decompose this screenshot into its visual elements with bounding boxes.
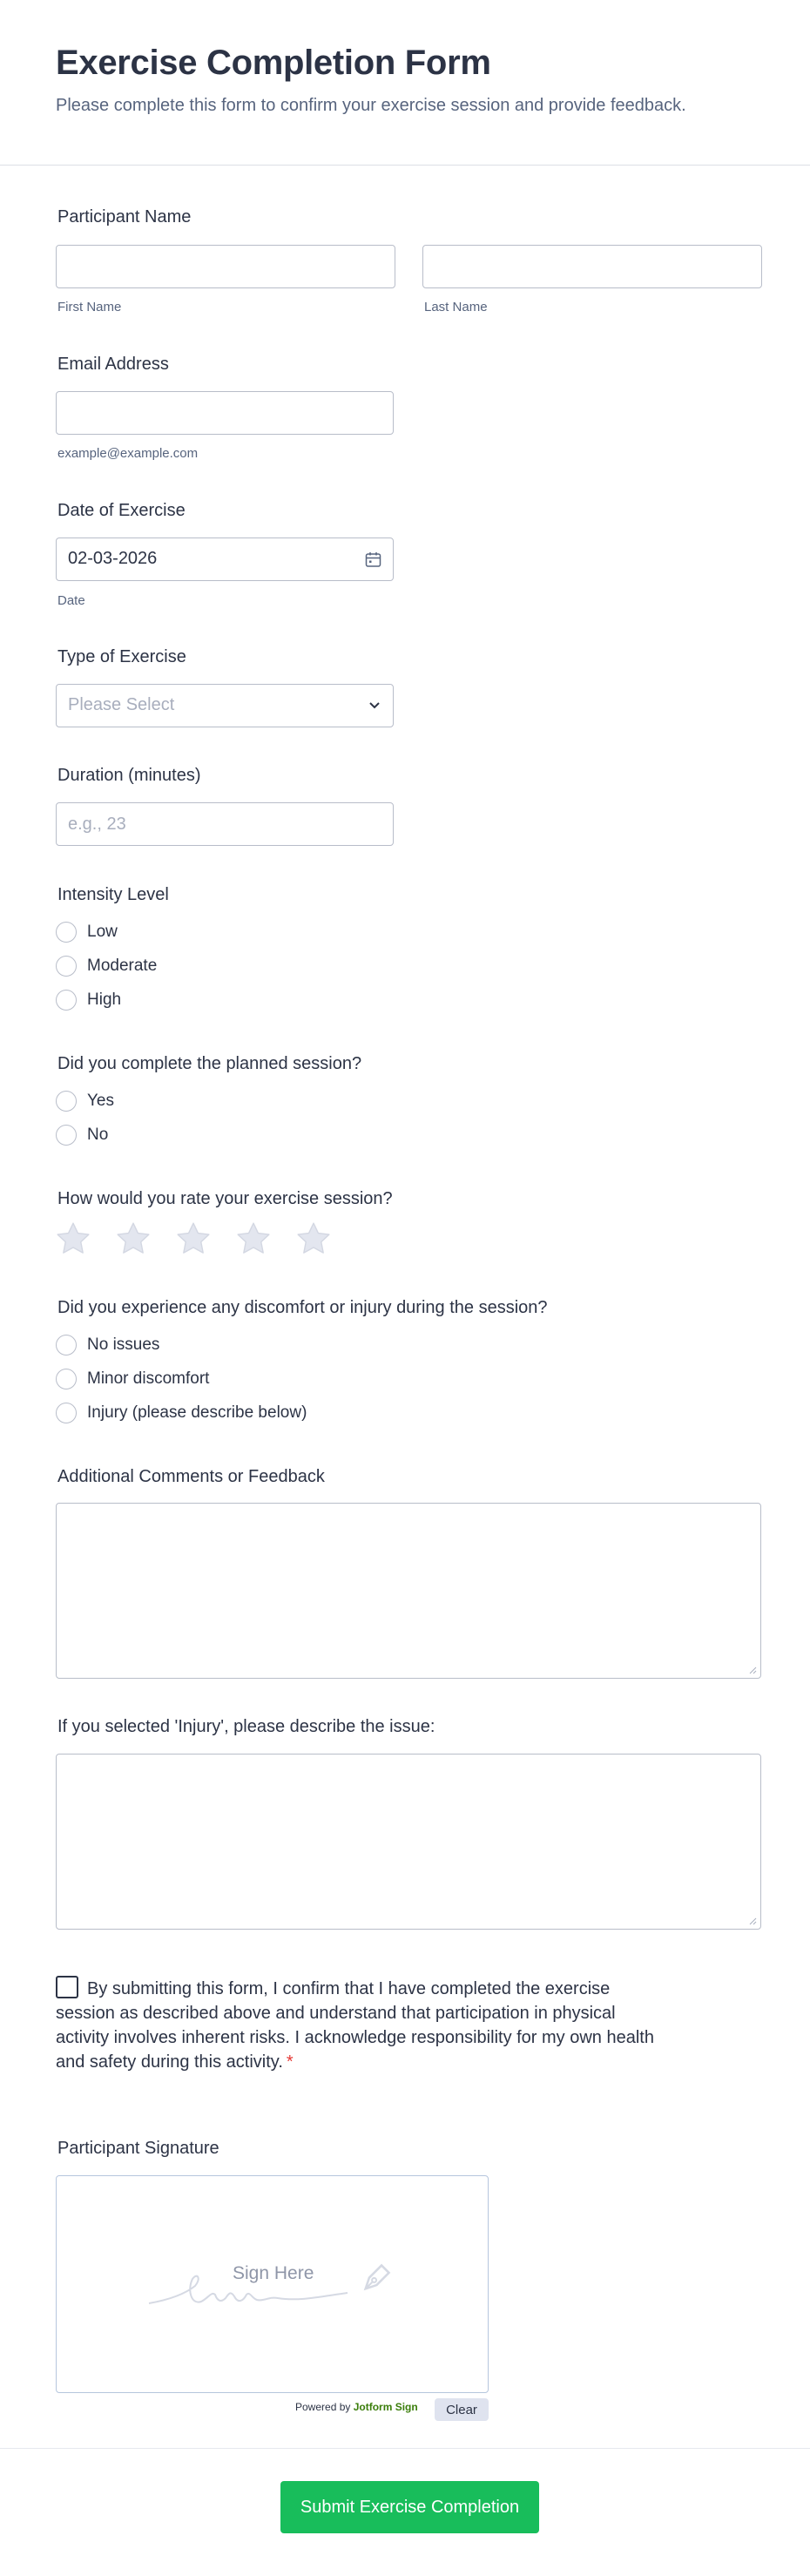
powered-by-text: Powered by — [295, 2401, 351, 2413]
powered-by — [295, 2401, 418, 2413]
star-icon[interactable] — [234, 1220, 273, 1257]
first-name-input[interactable] — [56, 245, 395, 288]
radio-label: No — [87, 1126, 109, 1144]
star-icon[interactable] — [294, 1220, 333, 1257]
submit-button[interactable]: Submit Exercise Completion — [280, 2481, 539, 2533]
radio-button[interactable] — [56, 1369, 77, 1389]
footer-divider — [0, 2448, 810, 2449]
last-name-input[interactable] — [422, 245, 762, 288]
signature-pad[interactable] — [56, 2175, 489, 2393]
exercise-type-selected: Please Select — [68, 695, 175, 714]
radio-button[interactable] — [56, 1091, 77, 1112]
date-label: Date of Exercise — [57, 501, 186, 520]
radio-label: High — [87, 991, 122, 1009]
consent-checkbox[interactable] — [56, 1976, 78, 1998]
radio-label: Yes — [87, 1092, 114, 1110]
radio-button[interactable] — [56, 956, 77, 977]
rating-label: How would you rate your exercise session? — [57, 1189, 393, 1208]
signature-placeholder: Sign Here — [233, 2263, 314, 2283]
radio-button[interactable] — [56, 1403, 77, 1423]
page-title: Exercise Completion Form — [56, 44, 491, 82]
intensity-option-low[interactable] — [56, 920, 118, 944]
intensity-option-high[interactable] — [56, 988, 121, 1012]
intensity-option-moderate[interactable] — [56, 954, 157, 978]
consent-text: By submitting this form, I confirm that I have completed the exercise session as described above and understand that participation in physical activity involves inherent risks. I acknowledge responsibility for my own health and safety during this activity. — [56, 1979, 654, 2072]
discomfort-option-injury[interactable] — [56, 1401, 307, 1425]
radio-button[interactable] — [56, 1335, 77, 1356]
last-name-sublabel: Last Name — [424, 300, 488, 314]
pen-icon — [356, 2260, 395, 2298]
injury-description-textarea[interactable] — [56, 1754, 761, 1930]
star-icon[interactable] — [114, 1220, 152, 1257]
duration-label: Duration (minutes) — [57, 766, 201, 785]
signature-label: Participant Signature — [57, 2139, 219, 2158]
discomfort-option-none[interactable] — [56, 1333, 159, 1357]
star-icon[interactable] — [54, 1220, 92, 1257]
radio-button[interactable] — [56, 1125, 77, 1146]
required-mark: * — [286, 2052, 294, 2072]
injury-description-label: If you selected 'Injury', please describe the issue: — [57, 1717, 435, 1736]
radio-label: Injury (please describe below) — [87, 1403, 307, 1422]
email-input[interactable] — [56, 391, 394, 435]
resize-handle-icon[interactable] — [748, 1666, 757, 1674]
discomfort-label: Did you experience any discomfort or injury during the session? — [57, 1298, 548, 1317]
clear-signature-button[interactable]: Clear — [435, 2398, 489, 2421]
radio-button[interactable] — [56, 922, 77, 943]
completed-label: Did you complete the planned session? — [57, 1054, 362, 1073]
consent-statement — [56, 1976, 665, 2074]
exercise-type-label: Type of Exercise — [57, 647, 186, 666]
email-label: Email Address — [57, 355, 169, 374]
radio-button[interactable] — [56, 990, 77, 1011]
radio-label: Minor discomfort — [87, 1369, 210, 1388]
star-icon[interactable] — [174, 1220, 213, 1257]
date-value: 02-03-2026 — [68, 549, 158, 568]
chevron-down-icon — [368, 701, 381, 710]
date-input[interactable] — [56, 538, 394, 581]
email-sublabel: example@example.com — [57, 446, 199, 461]
resize-handle-icon[interactable] — [748, 1917, 757, 1925]
jotform-sign-link[interactable]: Jotform Sign — [353, 2401, 418, 2413]
radio-label: Low — [87, 923, 118, 941]
page-subtitle: Please complete this form to confirm your exercise session and provide feedback. — [56, 96, 686, 115]
form-header — [0, 0, 810, 166]
first-name-sublabel: First Name — [57, 300, 122, 314]
discomfort-option-minor[interactable] — [56, 1367, 209, 1391]
radio-label: Moderate — [87, 957, 158, 975]
radio-label: No issues — [87, 1335, 160, 1354]
calendar-icon[interactable] — [365, 551, 381, 568]
exercise-type-select[interactable] — [56, 684, 394, 727]
duration-input[interactable] — [56, 802, 394, 846]
intensity-label: Intensity Level — [57, 885, 169, 904]
comments-label: Additional Comments or Feedback — [57, 1467, 325, 1486]
participant-name-label: Participant Name — [57, 207, 192, 226]
star-rating[interactable] — [54, 1220, 354, 1257]
date-sublabel: Date — [57, 593, 85, 608]
comments-textarea[interactable] — [56, 1503, 761, 1679]
completed-option-no[interactable] — [56, 1123, 108, 1147]
completed-option-yes[interactable] — [56, 1089, 114, 1113]
